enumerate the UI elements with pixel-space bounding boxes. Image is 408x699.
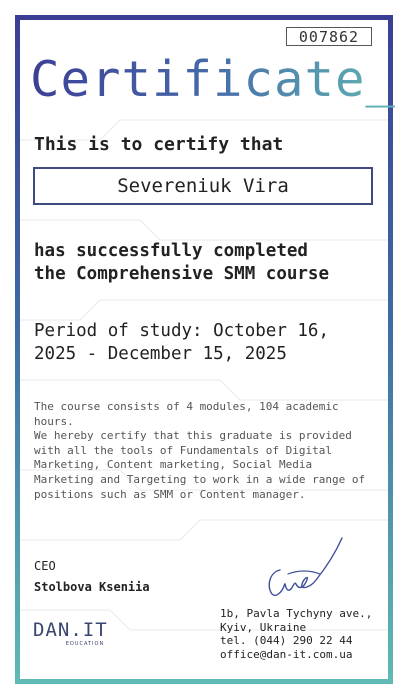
study-period-line: Period of study: October 16,: [34, 321, 330, 341]
contact-block: [220, 607, 390, 661]
description-line: The course consists of 4 modules, 104 academic: [34, 400, 339, 413]
certify-text: This is to certify that: [34, 134, 284, 155]
study-period: [34, 320, 379, 366]
address-line: 1b, Pavla Tychyny ave.,: [220, 607, 373, 620]
signature-image: [258, 530, 346, 602]
logo-subtitle: EDUCATION: [65, 641, 105, 647]
email-address: office@dan-it.com.ua: [220, 647, 353, 661]
certificate-number: 007862: [286, 27, 372, 46]
recipient-name: Severeniuk Vira: [33, 167, 373, 205]
address-line: Kyiv, Ukraine: [220, 620, 307, 634]
description-line: positions such as SMM or Content manager.: [34, 487, 306, 501]
completion-line: has successfully completed: [34, 241, 308, 261]
course-description: [34, 400, 379, 502]
signatory-name: Stolbova Kseniia: [34, 580, 150, 594]
signatory-role: CEO: [34, 559, 56, 573]
phone-number: tel. (044) 290 22 44: [220, 634, 353, 647]
danit-logo: [33, 619, 137, 653]
study-period-line: 2025 - December 15, 2025: [34, 344, 287, 364]
description-line: hours.: [34, 414, 74, 428]
logo-wordmark: DAN.IT: [33, 619, 108, 641]
description-line: with all the tools of Fundamentals of Digital: [34, 443, 333, 457]
completion-statement: [34, 240, 374, 286]
description-line: Marketing and Targeting to work in a wide range of: [34, 472, 366, 486]
completion-line: the Comprehensive SMM course: [34, 264, 330, 284]
description-line: We hereby certify that this graduate is provided: [34, 429, 352, 443]
description-line: Marketing, Content marketing, Social Media: [34, 458, 313, 472]
certificate-title: Certificate_: [30, 51, 397, 108]
